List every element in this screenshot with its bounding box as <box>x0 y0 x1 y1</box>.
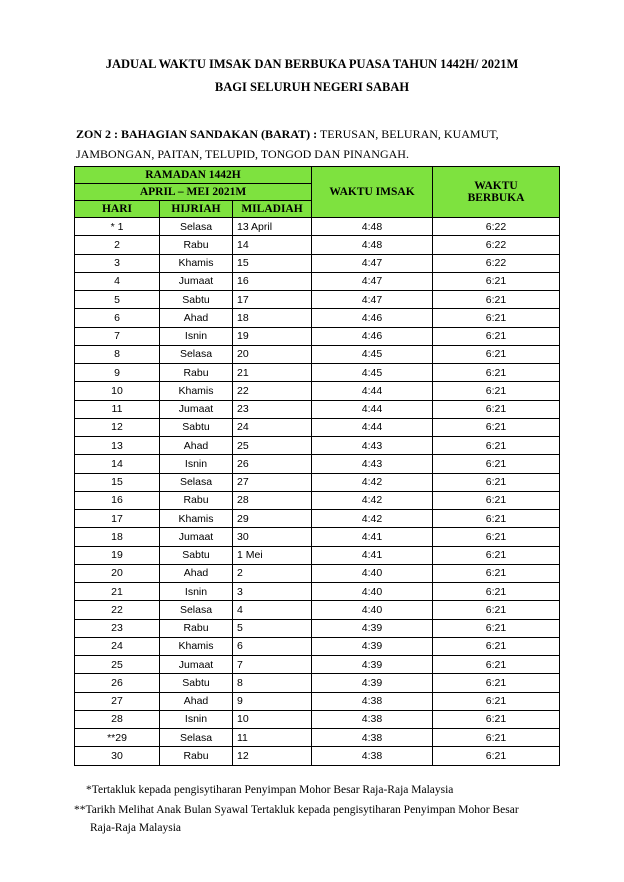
table-row <box>75 382 560 400</box>
cell-hijriah-day: Rabu <box>160 491 233 509</box>
cell-hijriah-day: Khamis <box>160 510 233 528</box>
cell-berbuka-time: 6:21 <box>433 327 560 345</box>
header-berbuka-line1: WAKTU <box>474 180 518 192</box>
cell-imsak-time: 4:47 <box>312 291 433 309</box>
cell-imsak-time: 4:38 <box>312 747 433 765</box>
cell-miladiah-date: 13 April <box>233 218 312 236</box>
cell-miladiah-date: 26 <box>233 455 312 473</box>
zone-areas-line2: JAMBONGAN, PAITAN, TELUPID, TONGOD DAN PINANGAH. <box>76 147 409 161</box>
cell-hijriah-day: Ahad <box>160 564 233 582</box>
cell-imsak-time: 4:44 <box>312 418 433 436</box>
cell-berbuka-time: 6:21 <box>433 510 560 528</box>
cell-hari: 23 <box>75 619 160 637</box>
cell-miladiah-date: 22 <box>233 382 312 400</box>
table-row <box>75 345 560 363</box>
cell-imsak-time: 4:40 <box>312 601 433 619</box>
cell-miladiah-date: 18 <box>233 309 312 327</box>
cell-berbuka-time: 6:21 <box>433 364 560 382</box>
cell-berbuka-time: 6:22 <box>433 254 560 272</box>
cell-imsak-time: 4:41 <box>312 528 433 546</box>
schedule-table <box>74 166 560 766</box>
cell-hijriah-day: Khamis <box>160 382 233 400</box>
table-row <box>75 674 560 692</box>
cell-imsak-time: 4:45 <box>312 364 433 382</box>
cell-hari: 11 <box>75 400 160 418</box>
table-row <box>75 583 560 601</box>
cell-berbuka-time: 6:21 <box>433 491 560 509</box>
cell-berbuka-time: 6:21 <box>433 692 560 710</box>
footnote-1: *Tertakluk kepada pengisytiharan Penyimpan Mohor Besar Raja-Raja Malaysia <box>86 784 454 796</box>
cell-imsak-time: 4:46 <box>312 309 433 327</box>
cell-miladiah-date: 1 Mei <box>233 546 312 564</box>
cell-berbuka-time: 6:21 <box>433 729 560 747</box>
table-row <box>75 637 560 655</box>
table-row <box>75 729 560 747</box>
header-imsak: WAKTU IMSAK <box>312 167 433 218</box>
cell-hijriah-day: Rabu <box>160 747 233 765</box>
cell-hijriah-day: Selasa <box>160 218 233 236</box>
table-row <box>75 692 560 710</box>
cell-miladiah-date: 19 <box>233 327 312 345</box>
header-hijriah: HIJRIAH <box>160 201 233 218</box>
cell-hijriah-day: Isnin <box>160 710 233 728</box>
cell-berbuka-time: 6:21 <box>433 601 560 619</box>
cell-hari: 7 <box>75 327 160 345</box>
cell-hijriah-day: Jumaat <box>160 528 233 546</box>
cell-miladiah-date: 15 <box>233 254 312 272</box>
cell-miladiah-date: 2 <box>233 564 312 582</box>
table-row <box>75 619 560 637</box>
cell-hari: 13 <box>75 437 160 455</box>
cell-hari: 21 <box>75 583 160 601</box>
cell-imsak-time: 4:44 <box>312 382 433 400</box>
cell-hijriah-day: Sabtu <box>160 291 233 309</box>
cell-imsak-time: 4:44 <box>312 400 433 418</box>
cell-imsak-time: 4:39 <box>312 656 433 674</box>
cell-hijriah-day: Jumaat <box>160 400 233 418</box>
cell-miladiah-date: 20 <box>233 345 312 363</box>
cell-hijriah-day: Rabu <box>160 364 233 382</box>
page-subtitle: BAGI SELURUH NEGERI SABAH <box>214 80 410 94</box>
cell-imsak-time: 4:38 <box>312 710 433 728</box>
cell-hari: 20 <box>75 564 160 582</box>
cell-hijriah-day: Rabu <box>160 236 233 254</box>
cell-berbuka-time: 6:21 <box>433 583 560 601</box>
cell-hijriah-day: Sabtu <box>160 674 233 692</box>
cell-hijriah-day: Ahad <box>160 692 233 710</box>
cell-hijriah-day: Selasa <box>160 729 233 747</box>
cell-hari: 26 <box>75 674 160 692</box>
cell-berbuka-time: 6:21 <box>433 291 560 309</box>
schedule-body <box>75 218 560 766</box>
cell-imsak-time: 4:48 <box>312 236 433 254</box>
header-berbuka <box>433 167 560 218</box>
cell-hari: 2 <box>75 236 160 254</box>
cell-hari: 15 <box>75 473 160 491</box>
page-title: JADUAL WAKTU IMSAK DAN BERBUKA PUASA TAHUN 1442H/ 2021M <box>105 57 519 71</box>
cell-hari: 22 <box>75 601 160 619</box>
cell-hari: * 1 <box>75 218 160 236</box>
table-row <box>75 528 560 546</box>
table-row <box>75 747 560 765</box>
cell-hari: 10 <box>75 382 160 400</box>
cell-hijriah-day: Khamis <box>160 637 233 655</box>
cell-hijriah-day: Isnin <box>160 455 233 473</box>
cell-imsak-time: 4:45 <box>312 345 433 363</box>
cell-imsak-time: 4:46 <box>312 327 433 345</box>
cell-berbuka-time: 6:21 <box>433 382 560 400</box>
cell-hijriah-day: Selasa <box>160 601 233 619</box>
table-row <box>75 400 560 418</box>
table-row <box>75 309 560 327</box>
cell-imsak-time: 4:48 <box>312 218 433 236</box>
cell-hari: 8 <box>75 345 160 363</box>
cell-hari: 14 <box>75 455 160 473</box>
cell-hari: 16 <box>75 491 160 509</box>
cell-miladiah-date: 16 <box>233 272 312 290</box>
table-row <box>75 327 560 345</box>
cell-miladiah-date: 29 <box>233 510 312 528</box>
table-row <box>75 218 560 236</box>
table-row <box>75 710 560 728</box>
header-miladiah: MILADIAH <box>233 201 312 218</box>
cell-miladiah-date: 14 <box>233 236 312 254</box>
cell-berbuka-time: 6:21 <box>433 710 560 728</box>
cell-hijriah-day: Jumaat <box>160 272 233 290</box>
zone-description <box>76 124 556 164</box>
table-row <box>75 473 560 491</box>
cell-hari: 9 <box>75 364 160 382</box>
footnote-2-line2: Raja-Raja Malaysia <box>90 822 182 834</box>
cell-hari: 17 <box>75 510 160 528</box>
cell-miladiah-date: 25 <box>233 437 312 455</box>
cell-miladiah-date: 24 <box>233 418 312 436</box>
cell-berbuka-time: 6:21 <box>433 400 560 418</box>
cell-imsak-time: 4:38 <box>312 692 433 710</box>
cell-hijriah-day: Sabtu <box>160 546 233 564</box>
cell-berbuka-time: 6:21 <box>433 345 560 363</box>
cell-miladiah-date: 6 <box>233 637 312 655</box>
cell-imsak-time: 4:43 <box>312 455 433 473</box>
cell-hijriah-day: Isnin <box>160 583 233 601</box>
cell-imsak-time: 4:43 <box>312 437 433 455</box>
table-row <box>75 491 560 509</box>
cell-berbuka-time: 6:21 <box>433 747 560 765</box>
cell-hijriah-day: Selasa <box>160 473 233 491</box>
zone-label: ZON 2 : BAHAGIAN SANDAKAN (BARAT) : <box>76 127 318 141</box>
cell-hari: 28 <box>75 710 160 728</box>
cell-berbuka-time: 6:21 <box>433 619 560 637</box>
cell-berbuka-time: 6:22 <box>433 218 560 236</box>
cell-miladiah-date: 17 <box>233 291 312 309</box>
cell-hari: 27 <box>75 692 160 710</box>
cell-imsak-time: 4:42 <box>312 473 433 491</box>
cell-miladiah-date: 23 <box>233 400 312 418</box>
cell-imsak-time: 4:42 <box>312 491 433 509</box>
cell-imsak-time: 4:47 <box>312 254 433 272</box>
cell-imsak-time: 4:40 <box>312 564 433 582</box>
cell-miladiah-date: 4 <box>233 601 312 619</box>
header-months: APRIL – MEI 2021M <box>75 184 312 201</box>
cell-hari: **29 <box>75 729 160 747</box>
cell-hari: 12 <box>75 418 160 436</box>
cell-miladiah-date: 9 <box>233 692 312 710</box>
cell-imsak-time: 4:41 <box>312 546 433 564</box>
table-row <box>75 418 560 436</box>
cell-miladiah-date: 7 <box>233 656 312 674</box>
table-row <box>75 510 560 528</box>
header-berbuka-line2: BERBUKA <box>467 192 525 204</box>
header-ramadan: RAMADAN 1442H <box>75 167 312 184</box>
cell-hijriah-day: Khamis <box>160 254 233 272</box>
cell-hari: 19 <box>75 546 160 564</box>
cell-berbuka-time: 6:21 <box>433 418 560 436</box>
zone-areas-line1: TERUSAN, BELURAN, KUAMUT, <box>317 127 499 141</box>
cell-hijriah-day: Ahad <box>160 309 233 327</box>
cell-imsak-time: 4:39 <box>312 619 433 637</box>
cell-imsak-time: 4:47 <box>312 272 433 290</box>
table-row <box>75 601 560 619</box>
cell-hijriah-day: Rabu <box>160 619 233 637</box>
cell-imsak-time: 4:38 <box>312 729 433 747</box>
header-hari: HARI <box>75 201 160 218</box>
table-row <box>75 272 560 290</box>
table-row <box>75 564 560 582</box>
cell-hijriah-day: Jumaat <box>160 656 233 674</box>
table-row <box>75 546 560 564</box>
cell-hari: 6 <box>75 309 160 327</box>
cell-berbuka-time: 6:22 <box>433 236 560 254</box>
table-row <box>75 656 560 674</box>
cell-berbuka-time: 6:21 <box>433 437 560 455</box>
cell-berbuka-time: 6:21 <box>433 546 560 564</box>
cell-miladiah-date: 10 <box>233 710 312 728</box>
cell-hari: 30 <box>75 747 160 765</box>
cell-miladiah-date: 11 <box>233 729 312 747</box>
cell-berbuka-time: 6:21 <box>433 309 560 327</box>
table-row <box>75 236 560 254</box>
cell-miladiah-date: 30 <box>233 528 312 546</box>
cell-miladiah-date: 12 <box>233 747 312 765</box>
cell-hari: 4 <box>75 272 160 290</box>
cell-berbuka-time: 6:21 <box>433 656 560 674</box>
cell-berbuka-time: 6:21 <box>433 637 560 655</box>
cell-berbuka-time: 6:21 <box>433 674 560 692</box>
cell-miladiah-date: 27 <box>233 473 312 491</box>
cell-hijriah-day: Sabtu <box>160 418 233 436</box>
cell-hari: 18 <box>75 528 160 546</box>
table-row <box>75 364 560 382</box>
table-row <box>75 437 560 455</box>
cell-hari: 5 <box>75 291 160 309</box>
cell-imsak-time: 4:42 <box>312 510 433 528</box>
cell-berbuka-time: 6:21 <box>433 564 560 582</box>
cell-berbuka-time: 6:21 <box>433 528 560 546</box>
cell-miladiah-date: 21 <box>233 364 312 382</box>
cell-imsak-time: 4:39 <box>312 674 433 692</box>
cell-imsak-time: 4:39 <box>312 637 433 655</box>
footnote-2-line1: **Tarikh Melihat Anak Bulan Syawal Tertakluk kepada pengisytiharan Penyimpan Mohor Besar <box>74 804 519 816</box>
cell-berbuka-time: 6:21 <box>433 455 560 473</box>
cell-miladiah-date: 5 <box>233 619 312 637</box>
cell-hari: 24 <box>75 637 160 655</box>
table-row <box>75 291 560 309</box>
cell-hijriah-day: Ahad <box>160 437 233 455</box>
cell-imsak-time: 4:40 <box>312 583 433 601</box>
cell-berbuka-time: 6:21 <box>433 272 560 290</box>
table-row <box>75 254 560 272</box>
cell-berbuka-time: 6:21 <box>433 473 560 491</box>
cell-hijriah-day: Selasa <box>160 345 233 363</box>
cell-miladiah-date: 8 <box>233 674 312 692</box>
cell-miladiah-date: 3 <box>233 583 312 601</box>
cell-hijriah-day: Isnin <box>160 327 233 345</box>
table-row <box>75 455 560 473</box>
cell-hari: 25 <box>75 656 160 674</box>
cell-hari: 3 <box>75 254 160 272</box>
cell-miladiah-date: 28 <box>233 491 312 509</box>
